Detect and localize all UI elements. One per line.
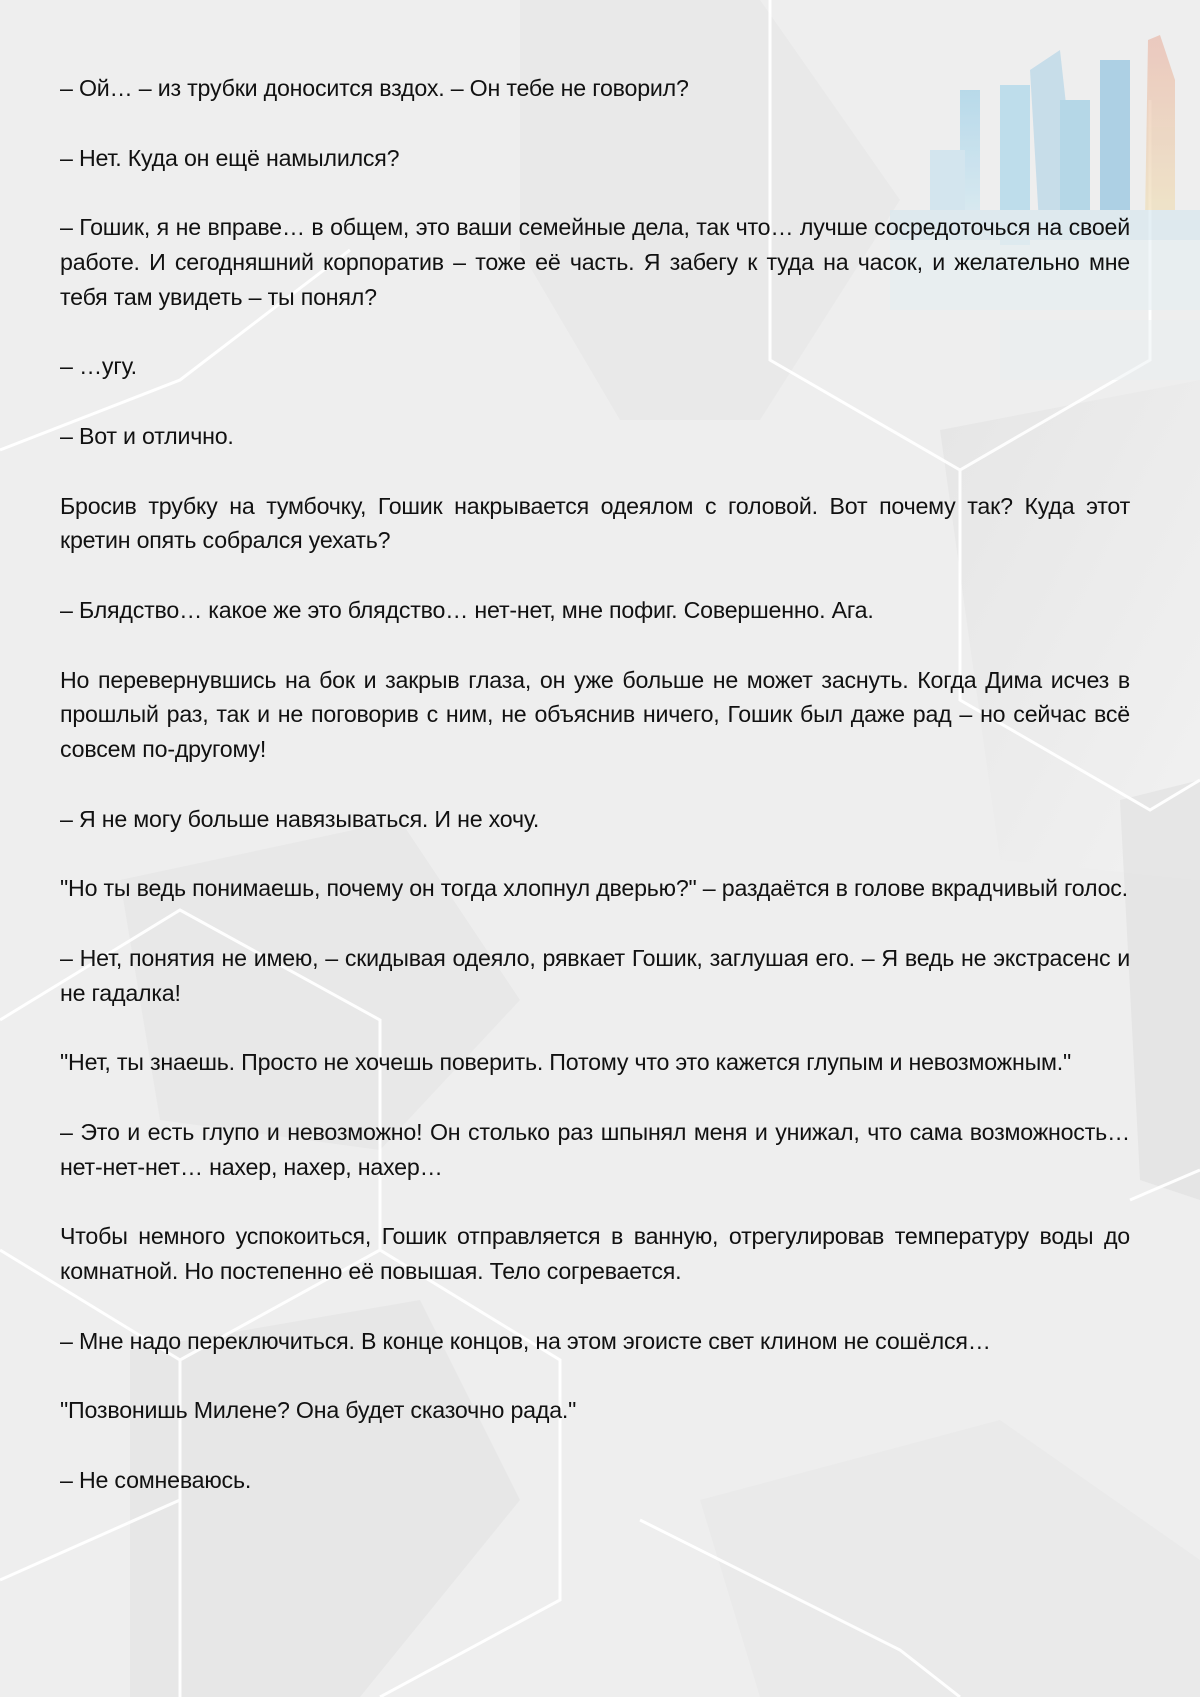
paragraph: – Это и есть глупо и невозможно! Он столько раз шпынял меня и унижал, что сама возможность… нет-нет-нет… нахер, нахер, нахер…	[60, 1118, 1130, 1180]
paragraph: – …угу.	[60, 353, 137, 380]
paragraph: – Нет. Куда он ещё намылился?	[60, 144, 400, 171]
paragraph: "Позвонишь Милене? Она будет сказочно рада."	[60, 1397, 577, 1424]
paragraph: – Не сомневаюсь.	[60, 1466, 252, 1493]
paragraph: "Нет, ты знаешь. Просто не хочешь поверить. Потому что это кажется глупым и невозможным."	[60, 1049, 1072, 1076]
paragraph: – Блядство… какое же это блядство… нет-нет, мне пофиг. Совершенно. Ага.	[60, 596, 874, 623]
paragraph: – Нет, понятия не имею, – скидывая одеяло, рявкает Гошик, заглушая его. – Я ведь не экстрасенс и не гадалка!	[60, 944, 1130, 1006]
paragraph: – Вот и отлично.	[60, 422, 234, 449]
paragraph: – Гошик, я не вправе… в общем, это ваши семейные дела, так что… лучше сосредоточься на своей работе. И сегодняшний корпоратив – тоже её часть. Я забегу к туда на часок, и желательно мне тебя там увидеть – ты понял?	[60, 214, 1130, 310]
paragraph: Бросив трубку на тумбочку, Гошик накрывается одеялом с головой. Вот почему так? Куда этот кретин опять собрался уехать?	[60, 492, 1130, 554]
paragraph: "Но ты ведь понимаешь, почему он тогда хлопнул дверью?" – раздаётся в голове вкрадчивый голос.	[60, 875, 1128, 902]
paragraph: – Ой… – из трубки доносится вздох. – Он тебе не говорил?	[60, 75, 689, 101]
paragraph: Но перевернувшись на бок и закрыв глаза, он уже больше не может заснуть. Когда Дима исчез в прошлый раз, так и не поговорив с ним, не объяснив ничего, Гошик был даже рад – но сейчас всё совсем по-другому!	[60, 666, 1130, 763]
paragraph: – Я не могу больше навязываться. И не хочу.	[60, 805, 540, 832]
document-page	[60, 71, 1130, 1532]
paragraph: Чтобы немного успокоиться, Гошик отправляется в ванную, отрегулировав температуру воды до комнатной. Но постепенно её повышая. Тело согревается.	[60, 1223, 1130, 1285]
paragraph: – Мне надо переключиться. В конце концов, на этом эгоисте свет клином не сошёлся…	[60, 1327, 991, 1354]
